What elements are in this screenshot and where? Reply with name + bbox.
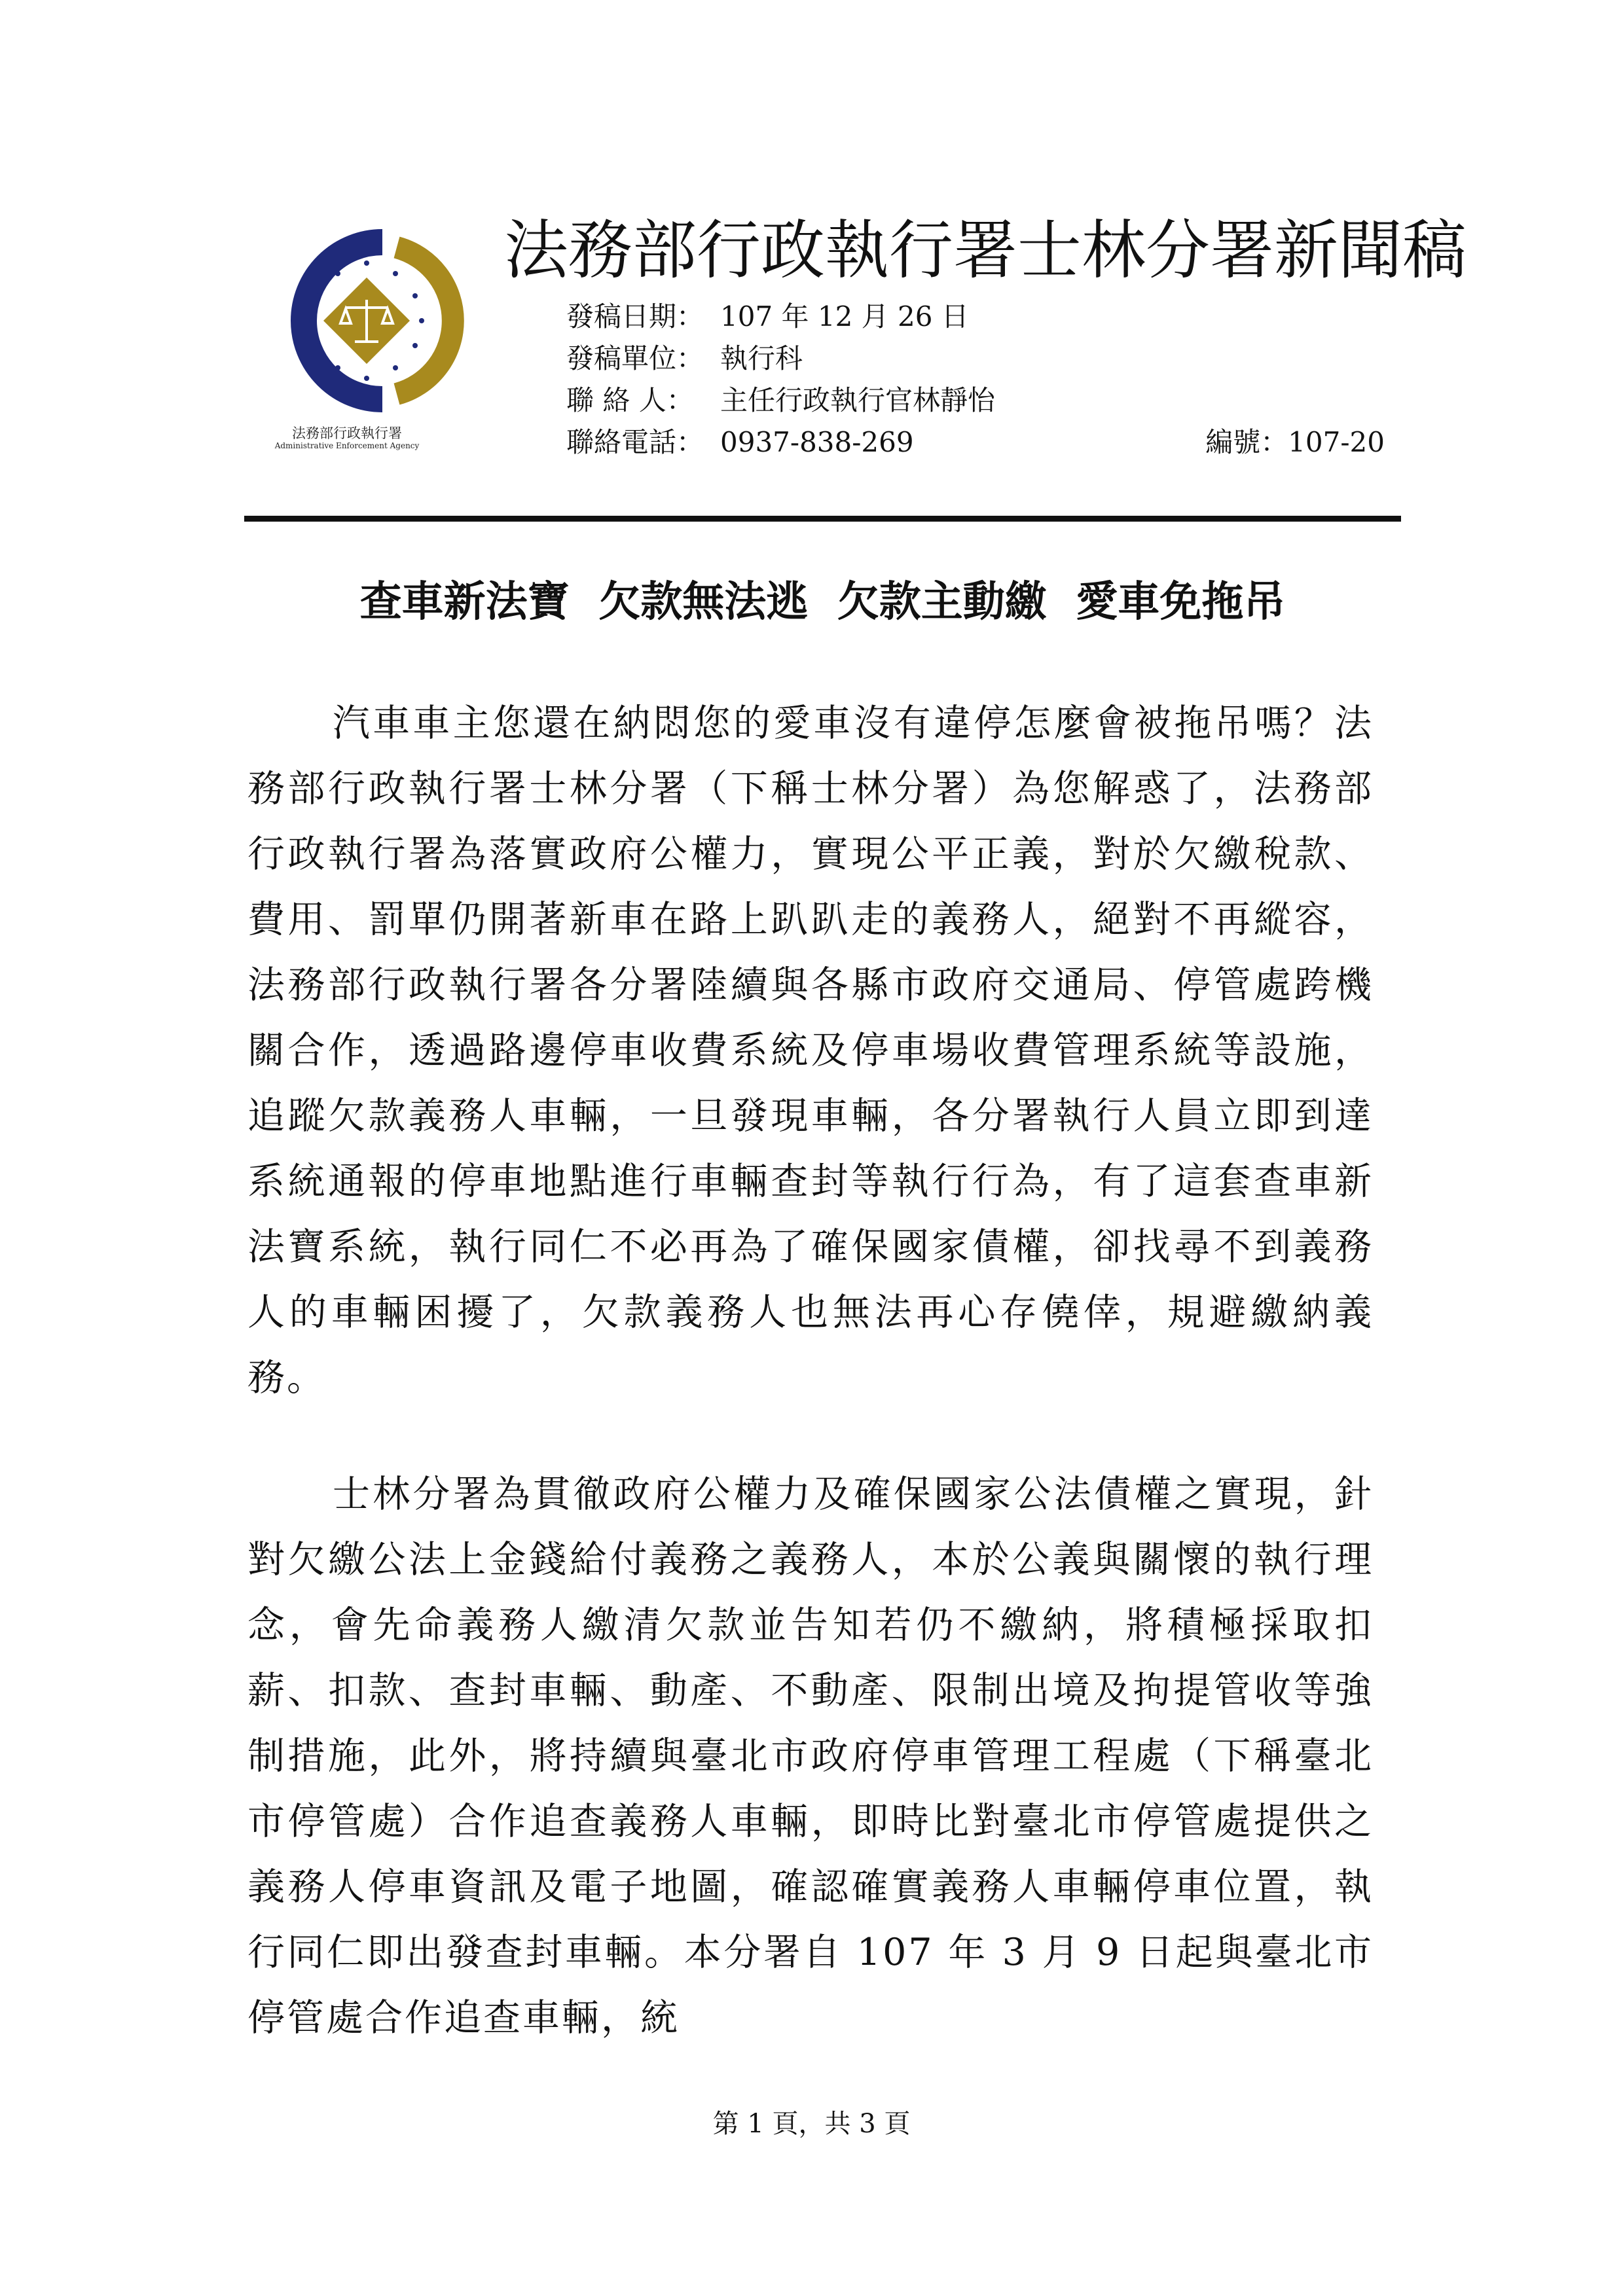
logo-caption: 法務部行政執行署	[292, 425, 402, 441]
release-date: 107 年 12 月 26 日	[720, 300, 969, 332]
contact-phone: 0937-838-269	[720, 426, 914, 458]
meta-unit: 發稿單位： 執行科	[566, 342, 803, 374]
release-meta	[566, 296, 1385, 463]
meta-phone: 聯絡電話： 0937-838-269 編號：107-20	[566, 422, 1385, 463]
article-body	[247, 691, 1374, 2102]
release-unit: 執行科	[720, 342, 803, 374]
agency-logo	[242, 223, 491, 471]
agency-title: 法務部行政執行署士林分署新聞稿	[504, 213, 1467, 288]
paragraph-1: 汽車車主您還在納悶您的愛車沒有違停怎麼會被拖吊嗎？法務部行政執行署士林分署（下稱士林分署）為您解惑了，法務部行政執行署為落實政府公權力，實現公平正義，對於欠繳稅款、費用、罰單仍開著新車在路上趴趴走的義務人，絕對不再縱容，法務部行政執行署各分署陸續與各縣市政府交通局、停管處跨機關合作，透過路邊停車收費系統及停車場收費管理系統等設施，追蹤欠款義務人車輛，一旦發現車輛，各分署執行人員立即到達系統通報的停車地點進行車輛查封等執行行為，有了這套查車新法寶系統，執行同仁不必再為了確保國家債權，卻找尋不到義務人的車輛困擾了，欠款義務人也無法再心存僥倖，規避繳納義務。	[247, 702, 1374, 1399]
paragraph-2: 士林分署為貫徹政府公權力及確保國家公法債權之實現，針對欠繳公法上金錢給付義務之義務人，本於公義與關懷的執行理念，會先命義務人繳清欠款並告知若仍不繳納，將積極採取扣薪、扣款、查封車輛、動產、不動產、限制出境及拘提管收等強制措施，此外，將持續與臺北市政府停車管理工程處（下稱臺北市停管處）合作追查義務人車輛，即時比對臺北市停管處提供之義務人停車資訊及電子地圖，確認確實義務人車輛停車位置，執行同仁即出發查封車輛。本分署自 107 年 3 月 9 日起與臺北市停管處合作追查車輛，統	[247, 1473, 1374, 2039]
logo-caption-en: Administrative Enforcement Agency	[274, 441, 420, 450]
contact-person: 主任行政執行官林靜怡	[720, 384, 996, 416]
serial-number: 編號：107-20	[1205, 426, 1385, 458]
meta-contact: 聯 絡 人： 主任行政執行官林靜怡	[566, 384, 996, 416]
header-divider	[244, 516, 1401, 522]
meta-date: 發稿日期： 107 年 12 月 26 日	[566, 300, 969, 332]
article-headline: 查車新法寶 欠款無法逃 欠款主動繳 愛車免拖吊	[359, 577, 1286, 626]
scales-of-justice-icon	[242, 223, 491, 419]
page-number: 第 1 頁，共 3 頁	[712, 2109, 911, 2139]
